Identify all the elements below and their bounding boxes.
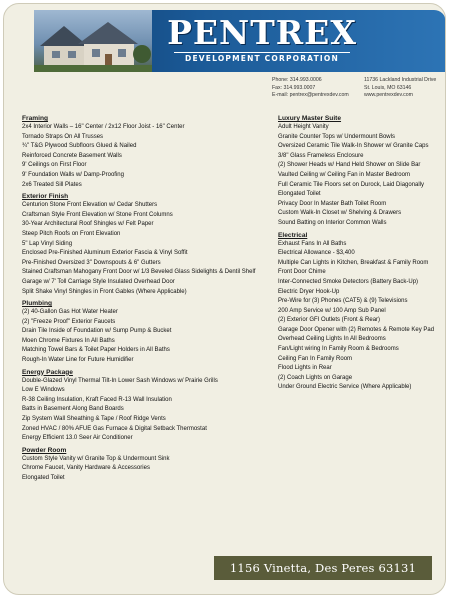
feature-item: 30-Year Architectural Roof Shingles w/ Felt Paper (22, 221, 154, 228)
feature-item: Enclosed Pre-Finished Aluminum Exterior Fascia & Vinyl Soffit (22, 250, 188, 257)
feature-item: Custom Style Vanity w/ Granite Top & Undermount Sink (22, 455, 170, 462)
feature-item: 3/8" Glass Frameless Enclosure (278, 152, 364, 159)
fax-text: Fax: 314.993.0007 (272, 84, 316, 91)
feature-item: Under Ground Electric Service (Where Applicable) (278, 384, 412, 391)
feature-item: Garage w/ 7' Toll Carriage Style Insulated Overhead Door (22, 278, 175, 285)
feature-item: Energy Efficient 13.0 Seer Air Conditioner (22, 435, 133, 442)
feature-item: 200 Amp Service w/ 100 Amp Sub Panel (278, 307, 386, 314)
property-address-bar: 1156 Vinetta, Des Peres 63131 (214, 556, 432, 580)
feature-item: Overhead Ceiling Lights In All Bedrooms (278, 336, 386, 343)
website-text: www.pentrexdev.com (364, 92, 413, 98)
right-feature-column (278, 112, 446, 393)
email-text: E-mail: pentrex@pentrexdev.com (272, 92, 349, 98)
feature-item: Elongated Toilet (22, 475, 65, 481)
feature-section (278, 232, 446, 394)
feature-item: Multiple Can Lights in Kitchen, Breakfast & Family Room (278, 259, 429, 266)
feature-item: 2x4 Interior Walls – 16" Center / 2x12 Floor Joist - 16" Center (22, 124, 185, 130)
feature-section (22, 193, 270, 297)
feature-item: (2) 40-Gallon Gas Hot Water Heater (22, 309, 118, 316)
section-title: Framing (22, 115, 49, 122)
feature-section (278, 115, 446, 229)
feature-item: Adult Height Vanity (278, 124, 329, 130)
feature-item: Craftsman Style Front Elevation w/ Stone Front Columns (22, 211, 173, 218)
street-address-text: 11736 Lackland Industrial Drive (364, 77, 437, 83)
feature-item: Split Shake Vinyl Shingles in Front Gables (Where Applicable) (22, 288, 187, 295)
feature-item: Full Ceramic Tile Floors set on Durock, Laid Diagonally (278, 181, 425, 188)
section-title: Luxury Master Suite (278, 115, 342, 122)
feature-item: Pre-Wire for (3) Phones (CAT5) & (9) Televisions (278, 298, 408, 305)
feature-item: Rough-In Water Line for Future Humidifier (22, 357, 134, 364)
feature-item: Pre-Finished Oversized 3" Downspouts & 6" Gutters (22, 259, 161, 266)
feature-item: Matching Towel Bars & Toilet Paper Holders in All Baths (22, 347, 170, 354)
house-photo (34, 10, 152, 72)
section-title: Exterior Finish (22, 193, 69, 201)
feature-item: 2x6 Treated Sill Plates (22, 181, 82, 188)
feature-item: 9' Ceilings on First Floor (22, 162, 87, 169)
left-feature-column (22, 112, 270, 484)
feature-item: Drain Tile Inside of Foundation w/ Sump Pump & Bucket (22, 328, 172, 335)
section-title: Plumbing (22, 300, 53, 308)
feature-item: Vaulted Ceiling w/ Ceiling Fan in Master Bedroom (278, 171, 410, 178)
feature-item: Flood Lights in Rear (278, 365, 332, 372)
feature-item: Stained Craftsman Mahogany Front Door w/ 1/3 Beveled Glass Sidelights & Dentil Shelf (22, 269, 256, 276)
feature-section (22, 447, 270, 484)
feature-item: Fan/Light wiring In Family Room & Bedrooms (278, 346, 399, 353)
feature-item: Double-Glazed Vinyl Thermal Tilt-In Lower Sash Windows w/ Prairie Grills (22, 377, 218, 384)
feature-item: Ceiling Fan In Family Room (278, 355, 353, 362)
section-title: Energy Package (22, 368, 73, 376)
spec-sheet-page (3, 3, 446, 595)
feature-item: Oversized Ceramic Tile Walk-In Shower w/ Granite Caps (278, 143, 429, 150)
feature-item: Low E Windows (22, 387, 65, 394)
contact-details (272, 77, 349, 100)
logo-sub-text: DEVELOPMENT CORPORATION (174, 52, 350, 64)
feature-item: Batts in Basement Along Band Boards (22, 406, 124, 413)
feature-item: Exhaust Fans In All Baths (278, 240, 347, 247)
feature-item: Steep Pitch Roofs on Front Elevation (22, 230, 121, 237)
feature-item: Garage Door Opener with (2) Remotes & Remote Key Pad (278, 326, 435, 333)
feature-item: Electric Dryer Hook-Up (278, 288, 340, 295)
address-details (364, 77, 436, 100)
feature-item: Granite Counter Tops w/ Undermount Bowls (278, 133, 395, 140)
feature-section (22, 300, 270, 366)
feature-item: Custom Walk-In Closet w/ Shelving & Drawers (278, 210, 402, 217)
feature-item: 5" Lap Vinyl Siding (22, 240, 73, 247)
feature-item: Front Door Chime (278, 269, 326, 276)
section-title: Powder Room (22, 446, 67, 454)
city-state-text: St. Louis, MO 63146 (364, 84, 412, 91)
feature-item: Inter-Connected Smoke Detectors (Battery Back-Up) (278, 278, 419, 285)
feature-item: 9' Foundation Walls w/ Damp-Proofing (22, 171, 124, 178)
feature-item: Centurion Stone Front Elevation w/ Cedar Shutters (22, 202, 158, 209)
feature-item: (2) Exterior GFI Outlets (Front & Rear) (278, 317, 381, 324)
section-title: Electrical (278, 231, 308, 239)
feature-item: Chrome Faucet, Vanity Hardware & Accessories (22, 465, 150, 472)
feature-item: Privacy Door In Master Bath Toilet Room (278, 200, 387, 207)
feature-item: Zoned HVAC / 80% AFUE Gas Furnace & Digital Setback Thermostat (22, 425, 207, 432)
feature-item: ¾" T&G Plywood Subfloors Glued & Nailed (22, 143, 137, 150)
header-banner (34, 10, 446, 72)
company-logo (162, 14, 362, 70)
house-illustration-icon (34, 10, 152, 72)
logo-main-text: PENTREX (167, 13, 357, 52)
feature-item: (2) "Freeze Proof" Exterior Faucets (22, 318, 116, 325)
feature-item: Electrical Allowance - $3,400 (278, 250, 355, 257)
feature-item: Elongated Toilet (278, 191, 321, 198)
feature-item: Zip System Wall Sheathing & Tape / Roof Ridge Vents (22, 416, 166, 423)
feature-item: (2) Coach Lights on Garage (278, 374, 353, 381)
feature-section (22, 369, 270, 444)
feature-item: (2) Shower Heads w/ Hand Held Shower on Slide Bar (278, 162, 421, 169)
feature-item: Reinforced Concrete Basement Walls (22, 152, 122, 159)
feature-section (22, 115, 270, 190)
feature-item: R-38 Ceiling Insulation, Kraft Faced R-13 Wall Insulation (22, 396, 172, 403)
feature-item: Tornado Straps On All Trusses (22, 133, 104, 140)
feature-item: Sound Batting on Interior Common Walls (278, 219, 387, 226)
phone-text: Phone: 314.993.0006 (272, 77, 322, 83)
feature-item: Moen Chrome Fixtures In All Baths (22, 337, 115, 344)
